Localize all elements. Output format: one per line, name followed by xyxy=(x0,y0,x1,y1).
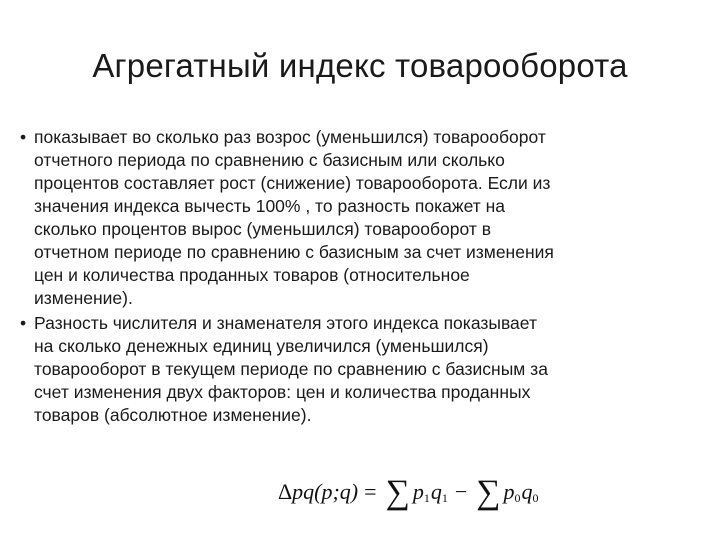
sum-symbol: ∑ xyxy=(385,474,410,511)
formula-equals: = xyxy=(364,479,377,504)
bullet-text-line: значения индекса вычесть 100% , то разность покажет на xyxy=(34,196,506,216)
sum-symbol: ∑ xyxy=(476,474,501,511)
bullet-text-line: цен и количества проданных товаров (относительное xyxy=(34,265,470,285)
bullet-text-line: товаров (абсолютное изменение). xyxy=(34,405,312,425)
formula-term2-p-sub: 0 xyxy=(514,490,521,505)
bullet-list xyxy=(20,126,696,427)
formula-term1-q-sub: 1 xyxy=(441,490,448,505)
bullet-item-absolute-change xyxy=(20,312,696,427)
formula-minus: − xyxy=(454,479,468,504)
bullet-text-line: отчетного периода по сравнению с базисным или сколько xyxy=(34,150,505,170)
bullet-text-line: на сколько денежных единиц увеличился (уменьшился) xyxy=(34,336,489,356)
bullet-text-line: изменение). xyxy=(34,288,133,308)
formula-term2-q-sub: 0 xyxy=(532,490,539,505)
bullet-marker: • xyxy=(20,313,27,333)
bullet-text-line: отчетном периоде по сравнению с базисным за счет изменения xyxy=(34,242,554,262)
bullet-text-line: Разность числителя и знаменателя этого индекса показывает xyxy=(34,313,537,333)
formula-term1-p-sub: 1 xyxy=(423,490,430,505)
formula-term2-q: q xyxy=(521,479,533,504)
formula-term2-p: p xyxy=(503,479,515,504)
formula-term1-q: q xyxy=(430,479,442,504)
formula xyxy=(278,470,539,514)
slide-title: Агрегатный индекс товарооборота xyxy=(92,47,628,84)
bullet-text-line: процентов составляет рост (снижение) товарооборота. Если из xyxy=(34,173,551,193)
bullet-marker: • xyxy=(20,127,27,147)
bullet-text-line: показывает во сколько раз возрос (уменьшился) товарооборот xyxy=(34,127,546,147)
bullet-item-relative-change xyxy=(20,126,696,310)
formula-delta: Δ xyxy=(278,479,293,504)
bullet-text-line: сколько процентов вырос (уменьшился) товарооборот в xyxy=(34,219,492,239)
bullet-text-line: счет изменения двух факторов: цен и количества проданных xyxy=(34,382,531,402)
bullet-text-line: товарооборот в текущем периоде по сравнению с базисным за xyxy=(34,359,548,379)
formula-term1-p: p xyxy=(412,479,424,504)
formula-lhs: pq(p;q) xyxy=(292,479,359,504)
